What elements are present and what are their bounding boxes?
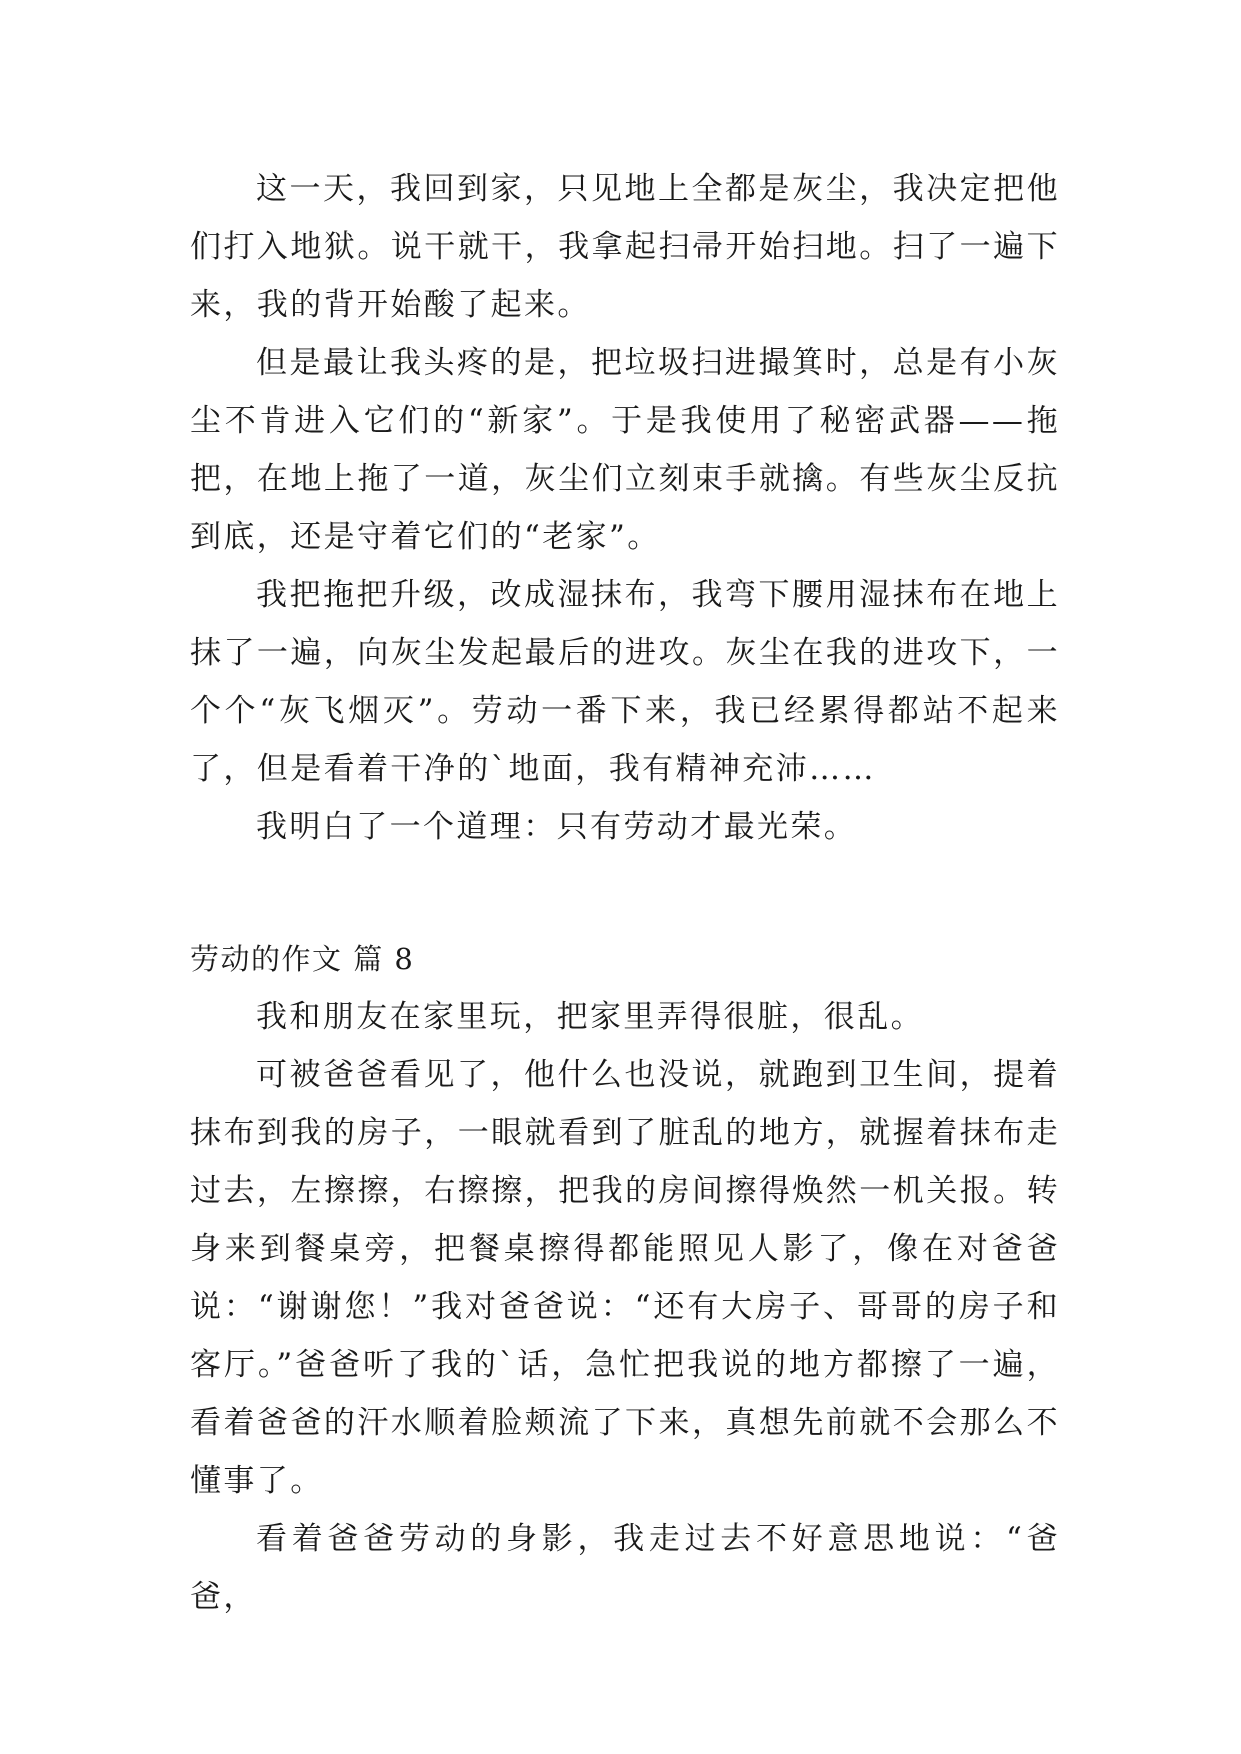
section-heading: 劳动的作文 篇 8: [190, 942, 415, 976]
paragraph-7: 看着爸爸劳动的身影，我走过去不好意思地说：“爸爸，: [190, 1521, 1060, 1615]
paragraph-3: 我把拖把升级，改成湿抹布，我弯下腰用湿抹布在地上抹了一遍，向灰尘发起最后的进攻。灰尘在我的进攻下，一个个“灰飞烟灭”。劳动一番下来，我已经累得都站不起来了，但是看着干净的`地面，我有精神充沛……: [190, 577, 1060, 787]
paragraph-4: 我明白了一个道理：只有劳动才最光荣。: [256, 809, 858, 845]
paragraph-5: 我和朋友在家里玩，把家里弄得很脏，很乱。: [256, 999, 924, 1035]
document-page: [190, 160, 1060, 1626]
paragraph-1: 这一天，我回到家，只见地上全都是灰尘，我决定把他们打入地狱。说干就干，我拿起扫帚开始扫地。扫了一遍下来，我的背开始酸了起来。: [190, 171, 1060, 323]
paragraph-6: 可被爸爸看见了，他什么也没说，就跑到卫生间，提着抹布到我的房子，一眼就看到了脏乱的地方，就握着抹布走过去，左擦擦，右擦擦，把我的房间擦得焕然一机关报。转身来到餐桌旁，把餐桌擦得都能照见人影了，像在对爸爸说：“谢谢您！”我对爸爸说：“还有大房子、哥哥的房子和客厅。”爸爸听了我的`话，急忙把我说的地方都擦了一遍，看着爸爸的汗水顺着脸颊流了下来，真想先前就不会那么不懂事了。: [190, 1057, 1060, 1499]
paragraph-2: 但是最让我头疼的是，把垃圾扫进撮箕时，总是有小灰尘不肯进入它们的“新家”。于是我使用了秘密武器——拖把，在地上拖了一道，灰尘们立刻束手就擒。有些灰尘反抗到底，还是守着它们的“老家”。: [190, 345, 1060, 555]
